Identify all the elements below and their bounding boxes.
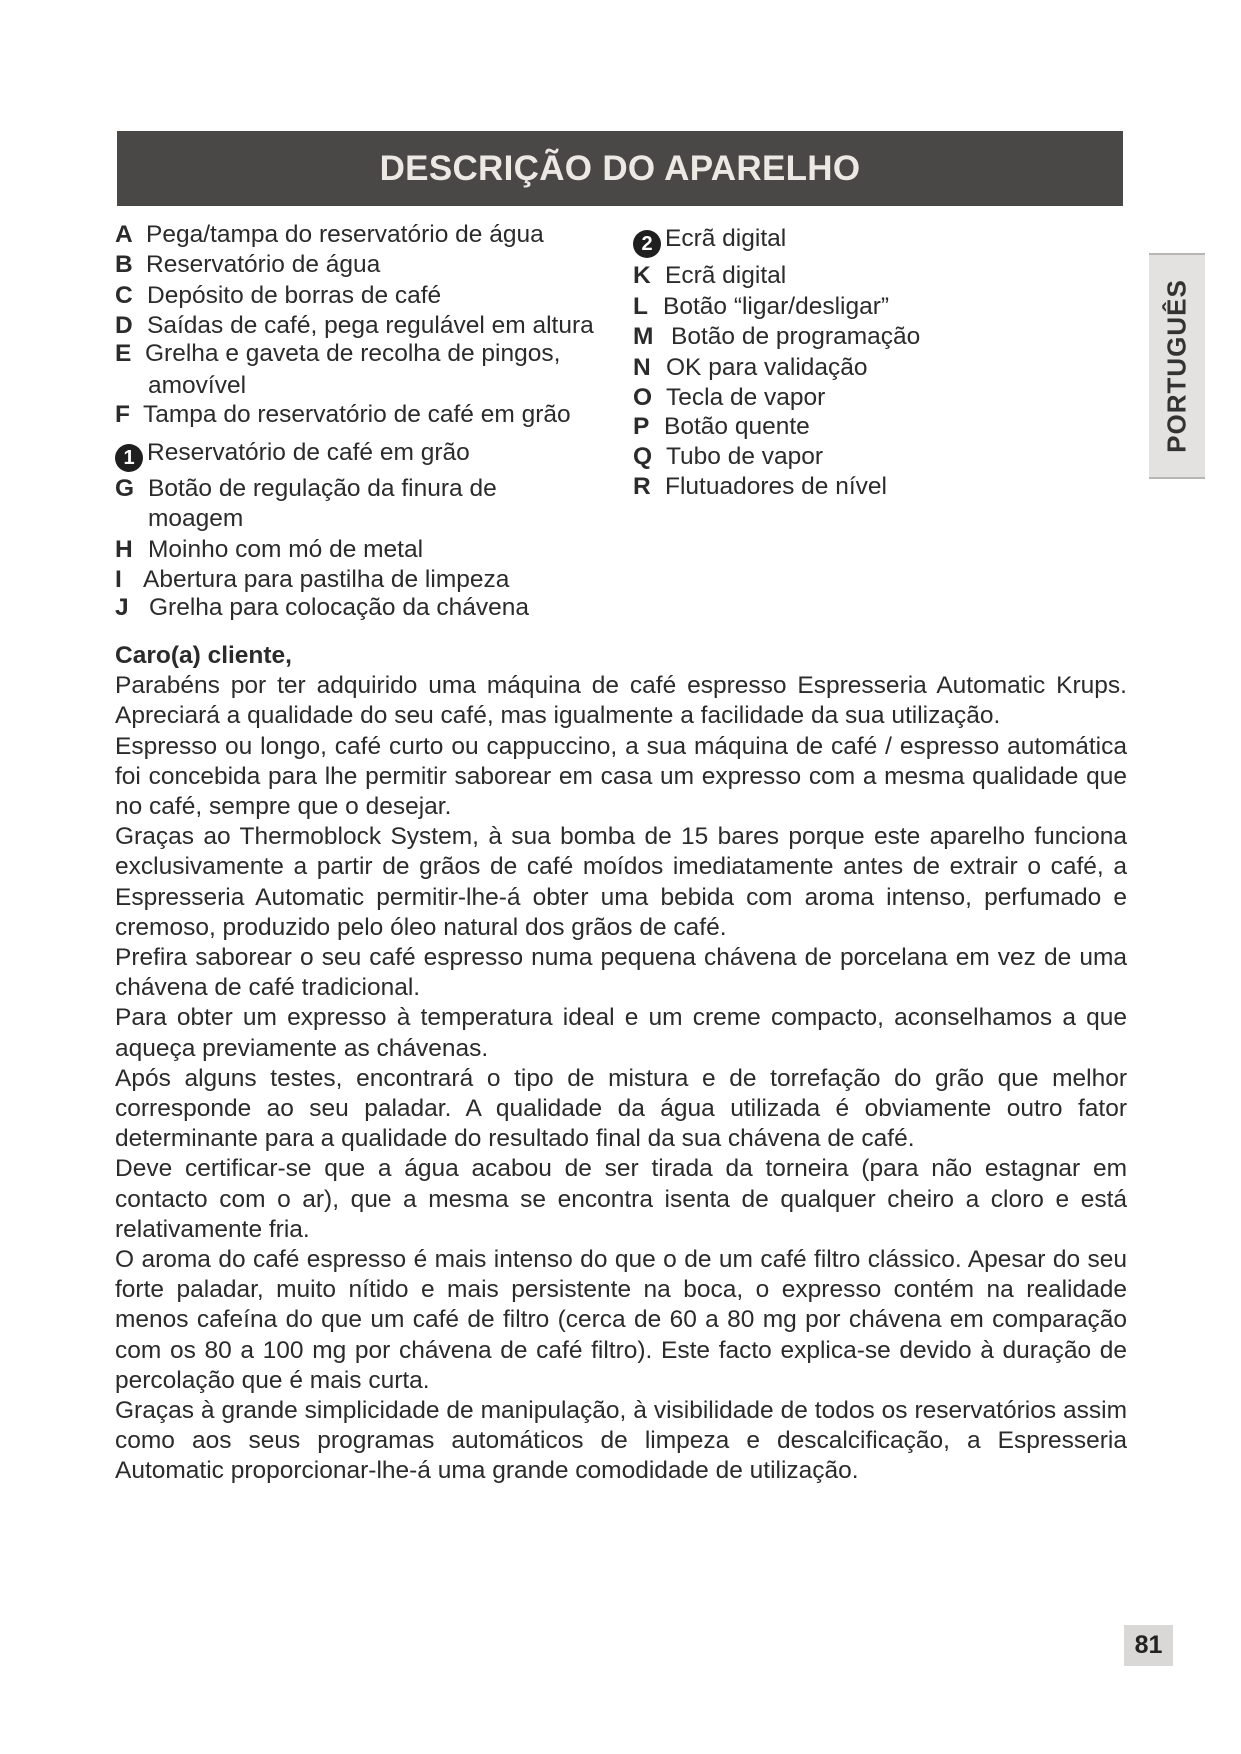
part-text: Depósito de borras de café <box>147 282 442 309</box>
part-text: Botão de regulação da finura de <box>148 475 497 502</box>
paragraph: Espresso ou longo, café curto ou cappuccino, a sua máquina de café / espresso automática foi concebida para lhe permitir saborear em casa um expresso com a mesma qualidade que no café, sempre que o desejar. <box>115 732 1127 821</box>
part-key: P <box>633 413 650 440</box>
part-item-g <box>115 474 497 534</box>
part-item-o <box>633 383 825 413</box>
part-text: Reservatório de água <box>146 251 381 278</box>
part-text: Ecrã digital <box>665 225 787 252</box>
paragraph: Graças à grande simplicidade de manipulação, à visibilidade de todos os reservatórios assim como aos seus programas automáticos de limpeza e descalcificação, a Espresseria Automatic proporcionar-lhe-á uma grande comodidade de utilização. <box>115 1397 1127 1485</box>
part-item-1 <box>115 438 470 472</box>
part-item-f <box>115 400 571 430</box>
part-item-m <box>633 322 920 352</box>
part-item-c <box>115 281 441 311</box>
part-item-q <box>633 442 823 472</box>
part-text-continuation: moagem <box>148 505 244 532</box>
part-item-l <box>633 292 889 322</box>
number-1-circle-icon: 1 <box>115 444 143 472</box>
part-item-2 <box>633 224 786 258</box>
number-2-circle-icon: 2 <box>633 230 661 258</box>
paragraph: O aroma do café espresso é mais intenso do que o de um café filtro clássico. Apesar do seu forte paladar, muito nítido e mais persistente na boca, o expresso contém na realidade menos cafeína do que um café de filtro (cerca de 60 a 80 mg por chávena em comparação com os 80 a 100 mg por chávena de café filtro). Este facto explica-se devido à duração de percolação que é mais curta. <box>115 1246 1127 1394</box>
part-text: Botão quente <box>664 413 810 440</box>
language-side-tab <box>1149 253 1205 479</box>
part-item-n <box>633 353 868 383</box>
part-key: L <box>633 293 648 320</box>
part-key: O <box>633 384 653 411</box>
part-key: C <box>115 282 133 309</box>
part-key: H <box>115 536 133 563</box>
paragraph: Para obter um expresso à temperatura ideal e um creme compacto, aconselhamos a que aqueça previamente as chávenas. <box>115 1004 1127 1062</box>
part-item-j <box>115 593 529 623</box>
part-key: M <box>633 323 654 350</box>
paragraph: Após alguns testes, encontrará o tipo de mistura e de torrefação do grão que melhor corresponde ao seu paladar. A qualidade da água utilizada é obviamente outro fator determinante para a qualidade do resultado final da sua chávena de café. <box>115 1064 1127 1153</box>
language-label: PORTUGUÊS <box>1161 279 1192 453</box>
part-text: Grelha para colocação da chávena <box>149 594 530 621</box>
page-number: 81 <box>1124 1625 1173 1666</box>
paragraph: Prefira saborear o seu café espresso numa pequena chávena de porcelana em vez de uma chávena de café tradicional. <box>115 944 1127 1002</box>
part-text: Abertura para pastilha de limpeza <box>143 566 510 593</box>
greeting: Caro(a) cliente, <box>115 642 292 669</box>
paragraph: Parabéns por ter adquirido uma máquina de café espresso Espresseria Automatic Krups. Apreciará a qualidade do seu café, mas igualmente a facilidade da sua utilização. <box>115 672 1127 730</box>
part-item-r <box>633 472 887 502</box>
part-text: Ecrã digital <box>665 262 787 289</box>
paragraph: Deve certificar-se que a água acabou de ser tirada da torneira (para não estagnar em contacto com o ar), que a mesma se encontra isenta de qualquer cheiro a cloro e está relativamente fria. <box>115 1155 1127 1243</box>
part-text: Pega/tampa do reservatório de água <box>146 221 544 248</box>
part-text: Flutuadores de nível <box>665 473 887 500</box>
part-text: Tecla de vapor <box>666 384 826 411</box>
part-text: Saídas de café, pega regulável em altura <box>147 312 594 339</box>
part-key: K <box>633 262 651 289</box>
part-text: Reservatório de café em grão <box>147 439 470 466</box>
part-key: G <box>115 475 135 502</box>
part-item-d <box>115 311 594 341</box>
part-key: B <box>115 251 133 278</box>
part-item-p <box>633 412 810 442</box>
part-item-h <box>115 535 423 565</box>
page-title: DESCRIÇÃO DO APARELHO <box>379 148 861 188</box>
part-key: E <box>115 340 132 367</box>
part-text: Grelha e gaveta de recolha de pingos, <box>145 340 561 367</box>
section-header-banner <box>117 131 1123 206</box>
part-item-i <box>115 565 509 595</box>
part-text: OK para validação <box>666 354 868 381</box>
part-item-a <box>115 220 544 250</box>
part-key: Q <box>633 443 653 470</box>
part-key: I <box>115 566 122 593</box>
part-key: D <box>115 312 133 339</box>
paragraph: Graças ao Thermoblock System, à sua bomba de 15 bares porque este aparelho funciona exclusivamente a partir de grãos de café moídos imediatamente antes de extrair o café, a Espresseria Automatic permitir-lhe-á obter uma bebida com aroma intenso, perfumado e cremoso, produzido pelo óleo natural dos grãos de café. <box>115 823 1127 941</box>
part-key: F <box>115 401 130 428</box>
part-key: N <box>633 354 651 381</box>
part-text: Botão “ligar/desligar” <box>663 293 890 320</box>
part-key: R <box>633 473 651 500</box>
part-key: A <box>115 221 133 248</box>
part-item-k <box>633 261 786 291</box>
part-key: J <box>115 594 129 621</box>
part-item-e <box>115 339 560 401</box>
part-text: Botão de programação <box>671 323 921 350</box>
part-text: Tubo de vapor <box>666 443 824 470</box>
part-item-b <box>115 250 380 280</box>
part-text: Moinho com mó de metal <box>148 536 424 563</box>
part-text: Tampa do reservatório de café em grão <box>143 401 571 428</box>
part-text-continuation: amovível <box>148 372 247 399</box>
intro-text <box>115 641 1127 1487</box>
